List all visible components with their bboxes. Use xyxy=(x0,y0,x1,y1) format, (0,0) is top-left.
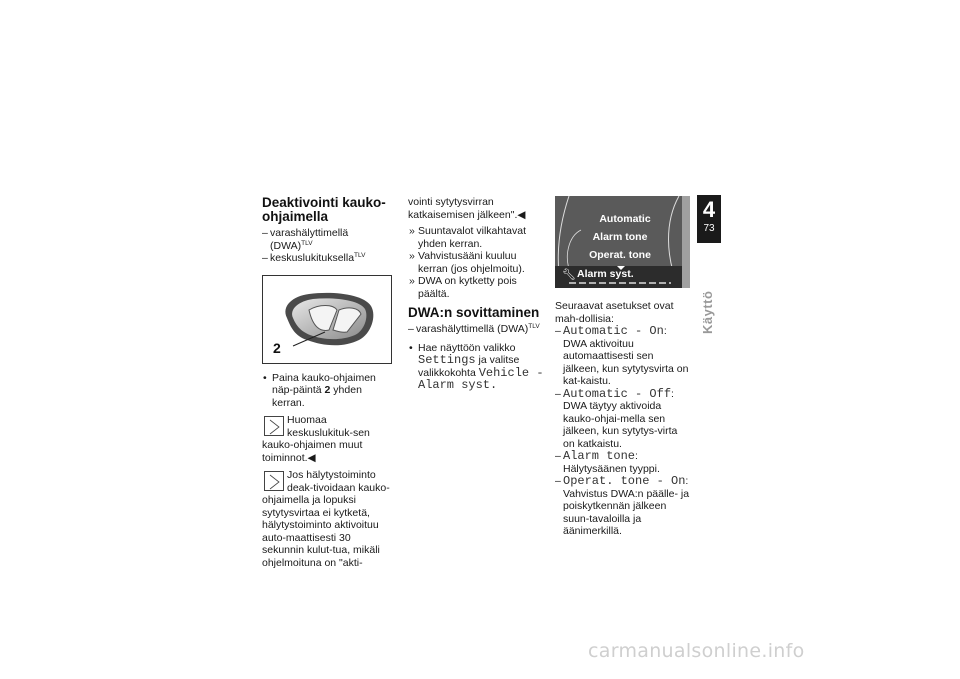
continued-text: vointi sytytysvirran katkaisemisen jälkeen".◀ xyxy=(408,196,526,221)
result-item: » Vahvistusääni kuuluu kerran (jos ohjelmoitu). xyxy=(408,250,546,275)
remote-key-illustration xyxy=(263,276,391,363)
column-right xyxy=(555,196,691,538)
dependency-item: – varashälyttimellä (DWA)$^{TLV}$ xyxy=(408,323,546,336)
note-text: Huomaa keskuslukituk-sen kauko-ohjaimen muut toiminnot.◀ xyxy=(262,414,370,464)
page-number: 73 xyxy=(703,223,715,234)
note-text: Jos hälytystoiminto deak-tivoidaan kauko-ohjaimella ja lopuksi sytytysvirtaa ei kytketä, hälytystoiminto aktivoituu auto-maattisesti 30 sekunnin kulut-tua, mikäli ohjelmoituna on "akti- xyxy=(262,469,390,569)
figure-callout-2: 2 xyxy=(273,339,281,356)
menu-item-automatic: Automatic xyxy=(599,213,651,225)
note-block xyxy=(262,414,392,464)
option-item: – Automatic - Off: DWA täytyy aktivoida kauko-ohjai-mella sen jälkeen, kun sytytys-virta on katkaistu. xyxy=(555,388,691,451)
instruction-step: • Paina kauko-ohjaimen näp-päintä 2 yhden kerran. xyxy=(262,372,392,410)
menu-item-operat-tone: Operat. tone xyxy=(589,249,651,261)
column-left xyxy=(262,196,392,569)
result-item: » Suuntavalot vilkahtavat yhden kerran. xyxy=(408,225,546,250)
column-middle xyxy=(408,196,546,392)
screen-footer-label: Alarm syst. xyxy=(577,268,634,280)
option-item: – Operat. tone - On: Vahvistus DWA:n päälle- ja poiskytkennän jälkeen suun-tavaloilla ja äänimerkillä. xyxy=(555,475,691,538)
remote-key-figure xyxy=(262,275,392,364)
options-intro: Seuraavat asetukset ovat mah-dollisia: xyxy=(555,300,674,325)
result-item: » DWA on kytketty pois päältä. xyxy=(408,275,546,300)
menu-item-alarm-tone: Alarm tone xyxy=(592,231,648,243)
section-heading-dwa: DWA:n sovittaminen xyxy=(408,305,540,320)
dependency-item: – varashälyttimellä (DWA)$^{TLV}$ xyxy=(262,227,392,252)
instruction-step: • Hae näyttöön valikko Settings ja valitse valikkokohta Vehicle - Alarm syst. xyxy=(408,342,546,392)
chapter-tab xyxy=(697,195,721,243)
wrench-icon: 🔧︎ xyxy=(562,269,576,281)
chapter-title-vertical: Käyttö xyxy=(700,290,715,334)
note-block xyxy=(262,469,392,569)
dashboard-screen-figure xyxy=(555,196,690,288)
option-item: – Automatic - On: DWA aktivoituu automaattisesti sen jälkeen, kun sytytysvirta on kat-kaistu. xyxy=(555,325,691,388)
option-item: – Alarm tone: Hälytysäänen tyyppi. xyxy=(555,450,691,475)
chapter-number: 4 xyxy=(702,197,716,222)
note-triangle-icon xyxy=(264,471,284,491)
watermark-text: carmanualsonline.info xyxy=(588,640,805,662)
note-triangle-icon xyxy=(264,416,284,436)
section-heading-deactivation: Deaktivointi kauko-ohjaimella xyxy=(262,195,386,224)
dependency-item: – keskuslukituksella$^{TLV}$ xyxy=(262,252,392,265)
